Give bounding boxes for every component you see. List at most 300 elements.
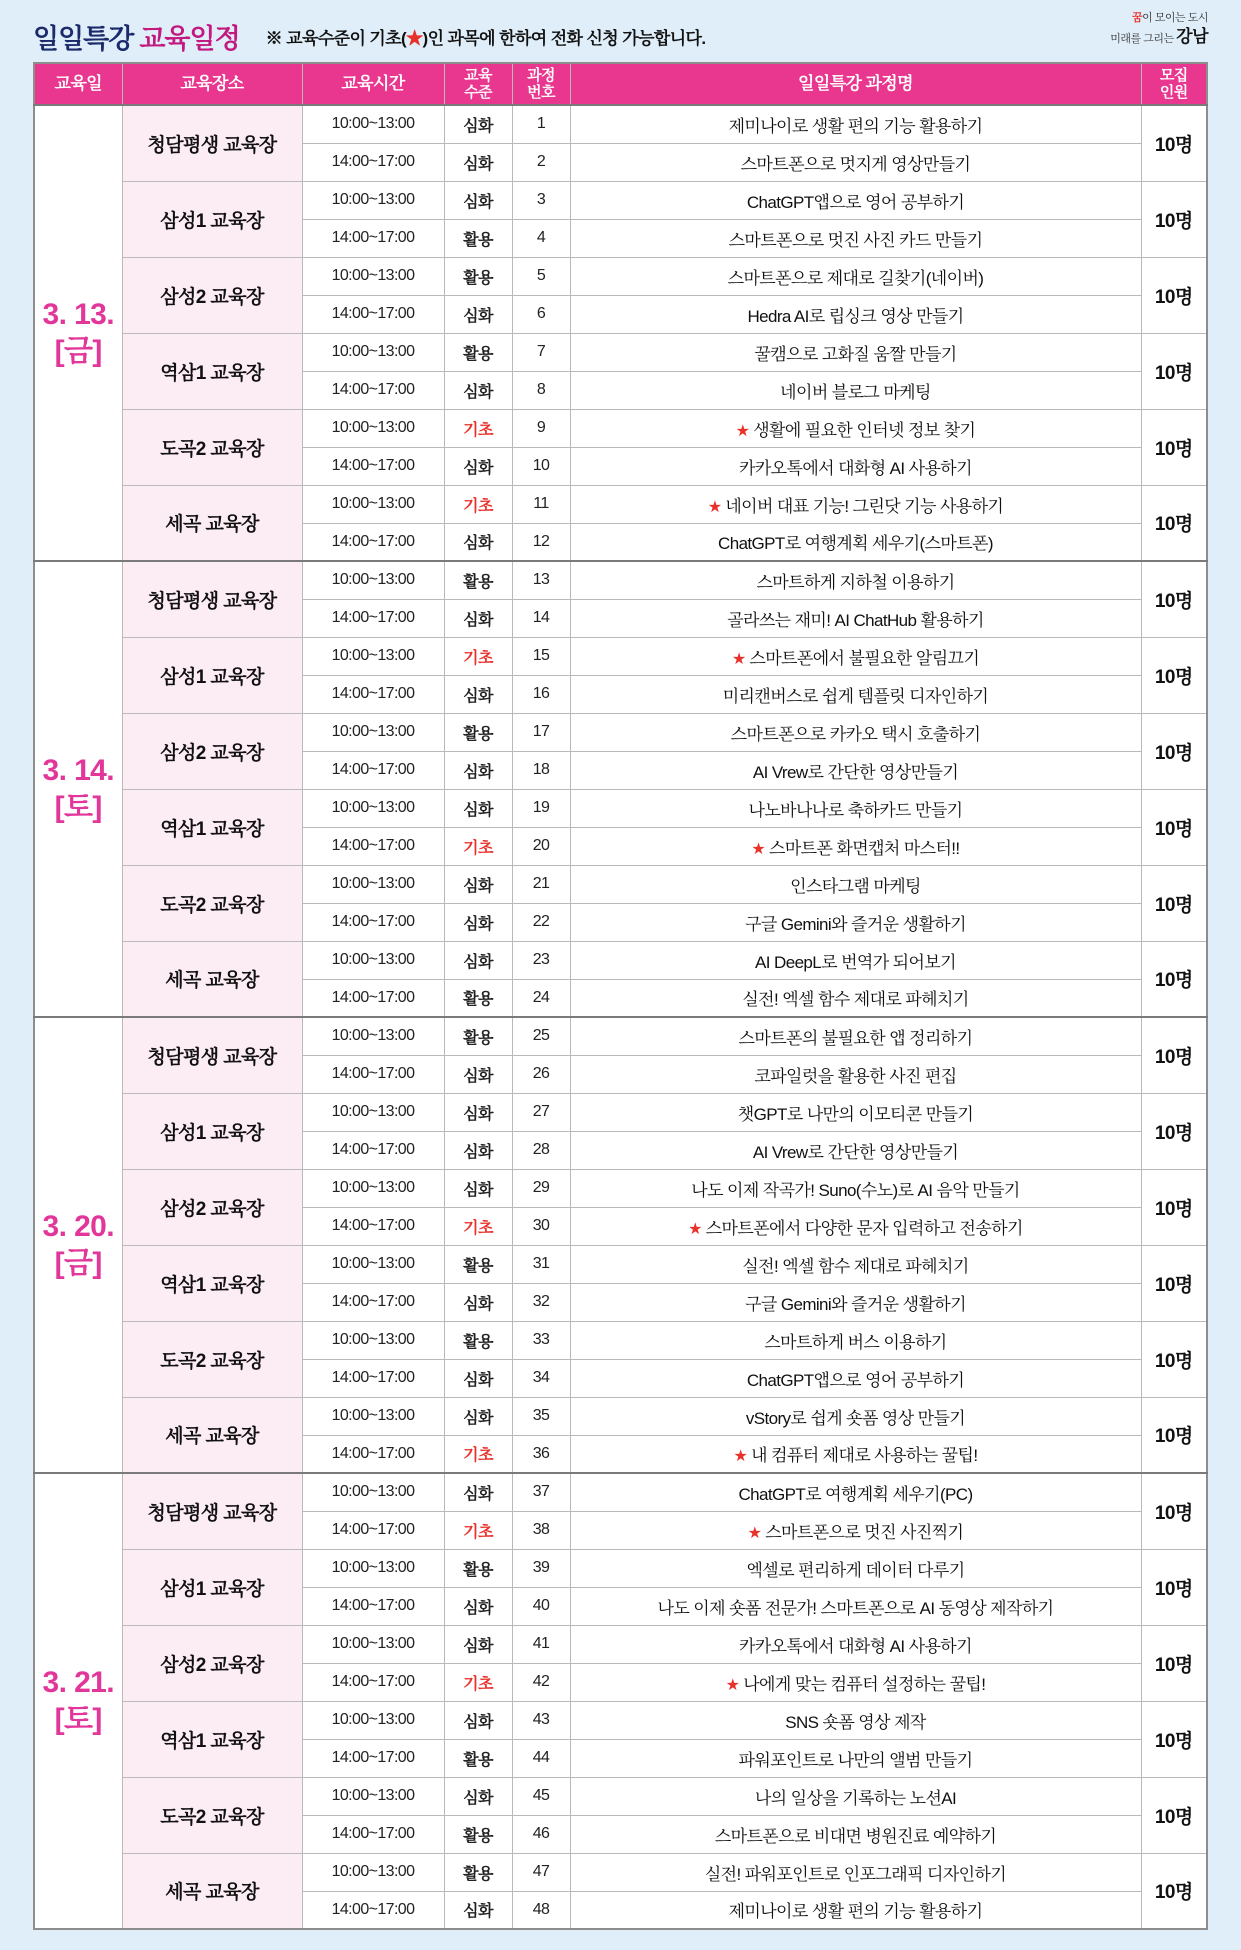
cell-course-name bbox=[570, 865, 1141, 903]
cell-place: 도곡2 교육장 bbox=[122, 1321, 302, 1397]
course-name-text: 챗GPT로 나만의 이모티콘 만들기 bbox=[737, 1104, 974, 1124]
cell-course-name bbox=[570, 1473, 1141, 1511]
cell-capacity: 10명 bbox=[1141, 1473, 1207, 1549]
col-place: 교육장소 bbox=[122, 63, 302, 105]
cell-level: 기초 bbox=[444, 1207, 512, 1245]
cell-capacity: 10명 bbox=[1141, 1245, 1207, 1321]
cell-capacity: 10명 bbox=[1141, 1853, 1207, 1929]
course-name-text: 스마트폰으로 제대로 길찾기(네이버) bbox=[727, 268, 984, 288]
cell-course-name bbox=[570, 675, 1141, 713]
note-suffix: )인 과목에 한하여 전화 신청 가능합니다. bbox=[422, 28, 706, 48]
course-name-text: 스마트폰의 불필요한 앱 정리하기 bbox=[738, 1028, 973, 1048]
cell-course-name bbox=[570, 561, 1141, 599]
table-row bbox=[34, 1853, 1207, 1891]
star-icon: ★ bbox=[725, 1676, 744, 1694]
course-name-text: 파워포인트로 나만의 앨범 만들기 bbox=[738, 1750, 973, 1770]
cell-place: 삼성1 교육장 bbox=[122, 181, 302, 257]
course-name-text: 카카오톡에서 대화형 AI 사용하기 bbox=[739, 458, 972, 478]
course-name-text: 실전! 엑셀 함수 제대로 파헤치기 bbox=[742, 990, 969, 1010]
cell-course-number: 14 bbox=[512, 599, 570, 637]
cell-place: 삼성1 교육장 bbox=[122, 1093, 302, 1169]
cell-level: 심화 bbox=[444, 903, 512, 941]
cell-time: 10:00~13:00 bbox=[302, 1017, 444, 1055]
cell-time: 10:00~13:00 bbox=[302, 561, 444, 599]
cell-level: 활용 bbox=[444, 1815, 512, 1853]
col-cap-line1: 모집 bbox=[1159, 66, 1188, 84]
cell-time: 10:00~13:00 bbox=[302, 105, 444, 143]
cell-course-name bbox=[570, 941, 1141, 979]
cell-course-number: 28 bbox=[512, 1131, 570, 1169]
cell-level: 심화 bbox=[444, 181, 512, 219]
cell-level: 심화 bbox=[444, 447, 512, 485]
course-name-text: 나에게 맞는 컴퓨터 설정하는 꿀팁! bbox=[743, 1674, 986, 1694]
cell-capacity: 10명 bbox=[1141, 409, 1207, 485]
cell-level: 기초 bbox=[444, 827, 512, 865]
cell-place: 삼성1 교육장 bbox=[122, 1549, 302, 1625]
brand-line-2 bbox=[1110, 26, 1208, 47]
col-level-line1: 교육 bbox=[464, 66, 492, 84]
cell-course-name bbox=[570, 1245, 1141, 1283]
cell-course-number: 43 bbox=[512, 1701, 570, 1739]
course-name-text: 네이버 블로그 마케팅 bbox=[780, 382, 931, 402]
course-name-text: 실전! 엑셀 함수 제대로 파헤치기 bbox=[742, 1256, 969, 1276]
cell-level: 활용 bbox=[444, 1853, 512, 1891]
course-name-text: 내 컴퓨터 제대로 사용하는 꿀팁! bbox=[751, 1446, 978, 1466]
cell-course-number: 32 bbox=[512, 1283, 570, 1321]
cell-course-number: 27 bbox=[512, 1093, 570, 1131]
cell-course-name bbox=[570, 1169, 1141, 1207]
cell-capacity: 10명 bbox=[1141, 1017, 1207, 1093]
cell-level: 활용 bbox=[444, 1017, 512, 1055]
course-name-text: 나노바나나로 축하카드 만들기 bbox=[748, 800, 963, 820]
cell-capacity: 10명 bbox=[1141, 1777, 1207, 1853]
cell-course-name bbox=[570, 333, 1141, 371]
cell-level: 심화 bbox=[444, 1131, 512, 1169]
course-name-text: 스마트하게 지하철 이용하기 bbox=[756, 572, 955, 592]
cell-time: 14:00~17:00 bbox=[302, 1815, 444, 1853]
cell-course-number: 3 bbox=[512, 181, 570, 219]
col-date: 교육일 bbox=[34, 63, 122, 105]
table-row bbox=[34, 1473, 1207, 1511]
cell-time: 14:00~17:00 bbox=[302, 1511, 444, 1549]
cell-time: 14:00~17:00 bbox=[302, 903, 444, 941]
cell-course-name bbox=[570, 143, 1141, 181]
cell-course-number: 29 bbox=[512, 1169, 570, 1207]
cell-course-number: 35 bbox=[512, 1397, 570, 1435]
cell-capacity: 10명 bbox=[1141, 1701, 1207, 1777]
course-name-text: 인스타그램 마케팅 bbox=[790, 876, 921, 896]
page-title bbox=[33, 17, 240, 56]
cell-place: 세곡 교육장 bbox=[122, 1853, 302, 1929]
table-header-row bbox=[34, 63, 1207, 105]
col-time: 교육시간 bbox=[302, 63, 444, 105]
cell-time: 10:00~13:00 bbox=[302, 333, 444, 371]
cell-level: 심화 bbox=[444, 789, 512, 827]
cell-level: 심화 bbox=[444, 1701, 512, 1739]
cell-level: 심화 bbox=[444, 1891, 512, 1929]
cell-place: 역삼1 교육장 bbox=[122, 789, 302, 865]
cell-date bbox=[34, 105, 122, 561]
course-name-text: ChatGPT로 여행계획 세우기(PC) bbox=[738, 1484, 973, 1504]
cell-course-name bbox=[570, 1511, 1141, 1549]
cell-time: 14:00~17:00 bbox=[302, 1207, 444, 1245]
table-row bbox=[34, 1777, 1207, 1815]
cell-time: 14:00~17:00 bbox=[302, 1435, 444, 1473]
cell-level: 활용 bbox=[444, 1739, 512, 1777]
cell-time: 14:00~17:00 bbox=[302, 1359, 444, 1397]
cell-course-name bbox=[570, 903, 1141, 941]
cell-course-number: 25 bbox=[512, 1017, 570, 1055]
cell-course-name bbox=[570, 1397, 1141, 1435]
cell-time: 14:00~17:00 bbox=[302, 1739, 444, 1777]
cell-level: 심화 bbox=[444, 941, 512, 979]
cell-course-name bbox=[570, 1321, 1141, 1359]
course-name-text: 나의 일상을 기록하는 노션AI bbox=[754, 1788, 957, 1808]
table-row bbox=[34, 181, 1207, 219]
cell-level: 심화 bbox=[444, 371, 512, 409]
cell-place: 삼성2 교육장 bbox=[122, 1169, 302, 1245]
cell-course-number: 20 bbox=[512, 827, 570, 865]
table-row bbox=[34, 1397, 1207, 1435]
cell-level: 심화 bbox=[444, 1397, 512, 1435]
star-icon: ★ bbox=[731, 650, 750, 668]
date-line-2: [토] bbox=[54, 1703, 102, 1736]
cell-capacity: 10명 bbox=[1141, 713, 1207, 789]
cell-course-name bbox=[570, 447, 1141, 485]
brand-line-2-rest: 미래를 그리는 bbox=[1110, 32, 1177, 45]
cell-course-name bbox=[570, 371, 1141, 409]
cell-capacity: 10명 bbox=[1141, 1093, 1207, 1169]
cell-time: 14:00~17:00 bbox=[302, 447, 444, 485]
cell-course-name bbox=[570, 1055, 1141, 1093]
cell-course-number: 37 bbox=[512, 1473, 570, 1511]
cell-course-name bbox=[570, 637, 1141, 675]
cell-level: 기초 bbox=[444, 409, 512, 447]
date-line-1: 3. 13. bbox=[42, 297, 114, 331]
cell-level: 심화 bbox=[444, 295, 512, 333]
cell-course-name bbox=[570, 1739, 1141, 1777]
course-name-text: 골라쓰는 재미! AI ChatHub 활용하기 bbox=[727, 610, 984, 630]
cell-level: 심화 bbox=[444, 675, 512, 713]
note-prefix: ※ 교육수준이 기초( bbox=[265, 28, 407, 48]
course-name-text: 제미나이로 생활 편의 기능 활용하기 bbox=[728, 116, 983, 136]
schedule-table bbox=[33, 62, 1208, 1930]
cell-course-number: 2 bbox=[512, 143, 570, 181]
cell-time: 14:00~17:00 bbox=[302, 751, 444, 789]
cell-place: 삼성2 교육장 bbox=[122, 1625, 302, 1701]
course-name-text: 스마트폰 화면캡처 마스터!! bbox=[769, 838, 960, 858]
cell-place: 역삼1 교육장 bbox=[122, 1701, 302, 1777]
cell-course-name bbox=[570, 485, 1141, 523]
cell-level: 기초 bbox=[444, 485, 512, 523]
table-row bbox=[34, 1625, 1207, 1663]
cell-course-name bbox=[570, 1017, 1141, 1055]
course-name-text: 나도 이제 숏폼 전문가! 스마트폰으로 AI 동영상 제작하기 bbox=[657, 1598, 1054, 1618]
course-name-text: 스마트폰으로 카카오 택시 호출하기 bbox=[730, 724, 981, 744]
cell-level: 심화 bbox=[444, 143, 512, 181]
cell-level: 활용 bbox=[444, 561, 512, 599]
cell-course-number: 41 bbox=[512, 1625, 570, 1663]
cell-course-name bbox=[570, 295, 1141, 333]
cell-place: 청담평생 교육장 bbox=[122, 1473, 302, 1549]
page-header bbox=[33, 10, 1208, 62]
cell-time: 10:00~13:00 bbox=[302, 1245, 444, 1283]
cell-level: 심화 bbox=[444, 1473, 512, 1511]
course-name-text: 실전! 파워포인트로 인포그래픽 디자인하기 bbox=[704, 1864, 1007, 1884]
cell-course-number: 24 bbox=[512, 979, 570, 1017]
cell-capacity: 10명 bbox=[1141, 257, 1207, 333]
cell-level: 심화 bbox=[444, 1777, 512, 1815]
date-line-1: 3. 21. bbox=[42, 1665, 114, 1699]
cell-time: 10:00~13:00 bbox=[302, 485, 444, 523]
cell-level: 심화 bbox=[444, 1587, 512, 1625]
cell-place: 세곡 교육장 bbox=[122, 941, 302, 1017]
cell-course-number: 45 bbox=[512, 1777, 570, 1815]
course-name-text: 스마트하게 버스 이용하기 bbox=[764, 1332, 947, 1352]
date-line-2: [토] bbox=[54, 791, 102, 824]
cell-course-name bbox=[570, 1359, 1141, 1397]
col-num-line1: 과정 bbox=[527, 66, 555, 84]
cell-course-number: 40 bbox=[512, 1587, 570, 1625]
cell-course-number: 34 bbox=[512, 1359, 570, 1397]
col-cap-line2: 인원 bbox=[1159, 84, 1188, 101]
cell-course-number: 16 bbox=[512, 675, 570, 713]
cell-time: 14:00~17:00 bbox=[302, 143, 444, 181]
cell-place: 역삼1 교육장 bbox=[122, 1245, 302, 1321]
cell-course-name bbox=[570, 713, 1141, 751]
cell-time: 14:00~17:00 bbox=[302, 1663, 444, 1701]
course-name-text: 생활에 필요한 인터넷 정보 찾기 bbox=[753, 420, 976, 440]
cell-time: 10:00~13:00 bbox=[302, 1321, 444, 1359]
table-body bbox=[34, 105, 1207, 1929]
cell-place: 청담평생 교육장 bbox=[122, 1017, 302, 1093]
cell-time: 10:00~13:00 bbox=[302, 713, 444, 751]
cell-course-name bbox=[570, 1587, 1141, 1625]
gangnam-logo bbox=[1110, 12, 1208, 47]
col-course-name: 일일특강 과정명 bbox=[570, 63, 1141, 105]
star-icon: ★ bbox=[735, 422, 754, 440]
date-line-2: [금] bbox=[54, 1247, 102, 1280]
star-icon: ★ bbox=[688, 1220, 706, 1238]
table-row bbox=[34, 561, 1207, 599]
col-num-line2: 번호 bbox=[527, 84, 555, 101]
cell-course-name bbox=[570, 219, 1141, 257]
cell-capacity: 10명 bbox=[1141, 105, 1207, 181]
cell-course-name bbox=[570, 1283, 1141, 1321]
star-icon: ★ bbox=[733, 1448, 752, 1466]
cell-time: 14:00~17:00 bbox=[302, 1283, 444, 1321]
page-title-part1: 일일특강 bbox=[33, 23, 134, 54]
cell-time: 10:00~13:00 bbox=[302, 1625, 444, 1663]
cell-course-number: 47 bbox=[512, 1853, 570, 1891]
cell-time: 10:00~13:00 bbox=[302, 257, 444, 295]
cell-place: 삼성1 교육장 bbox=[122, 637, 302, 713]
cell-time: 10:00~13:00 bbox=[302, 1549, 444, 1587]
cell-course-number: 6 bbox=[512, 295, 570, 333]
cell-capacity: 10명 bbox=[1141, 637, 1207, 713]
cell-time: 10:00~13:00 bbox=[302, 1169, 444, 1207]
cell-capacity: 10명 bbox=[1141, 941, 1207, 1017]
cell-course-number: 15 bbox=[512, 637, 570, 675]
cell-course-number: 18 bbox=[512, 751, 570, 789]
cell-course-number: 48 bbox=[512, 1891, 570, 1929]
cell-capacity: 10명 bbox=[1141, 1397, 1207, 1473]
cell-level: 기초 bbox=[444, 1663, 512, 1701]
brand-line-1 bbox=[1110, 12, 1208, 26]
cell-capacity: 10명 bbox=[1141, 1625, 1207, 1701]
course-name-text: 스마트폰으로 멋진 사진찍기 bbox=[765, 1522, 964, 1542]
cell-time: 10:00~13:00 bbox=[302, 865, 444, 903]
cell-level: 심화 bbox=[444, 1055, 512, 1093]
cell-level: 활용 bbox=[444, 1549, 512, 1587]
cell-place: 도곡2 교육장 bbox=[122, 1777, 302, 1853]
cell-course-name bbox=[570, 979, 1141, 1017]
cell-course-number: 5 bbox=[512, 257, 570, 295]
cell-time: 14:00~17:00 bbox=[302, 1587, 444, 1625]
course-name-text: 엑셀로 편리하게 데이터 다루기 bbox=[746, 1560, 965, 1580]
cell-capacity: 10명 bbox=[1141, 485, 1207, 561]
cell-level: 심화 bbox=[444, 751, 512, 789]
cell-place: 세곡 교육장 bbox=[122, 1397, 302, 1473]
course-name-text: 구글 Gemini와 즐거운 생활하기 bbox=[745, 914, 966, 934]
cell-course-name bbox=[570, 105, 1141, 143]
brand-gangnam: 강남 bbox=[1176, 26, 1208, 46]
table-row bbox=[34, 865, 1207, 903]
table-row bbox=[34, 1017, 1207, 1055]
course-name-text: AI Vrew로 간단한 영상만들기 bbox=[752, 1142, 959, 1162]
cell-time: 10:00~13:00 bbox=[302, 1777, 444, 1815]
course-name-text: 스마트폰으로 멋진 사진 카드 만들기 bbox=[728, 230, 983, 250]
star-icon: ★ bbox=[406, 28, 423, 48]
cell-course-number: 23 bbox=[512, 941, 570, 979]
cell-level: 활용 bbox=[444, 713, 512, 751]
course-name-text: 스마트폰으로 멋지게 영상만들기 bbox=[740, 154, 971, 174]
cell-level: 심화 bbox=[444, 1359, 512, 1397]
cell-course-number: 1 bbox=[512, 105, 570, 143]
course-name-text: 카카오톡에서 대화형 AI 사용하기 bbox=[739, 1636, 972, 1656]
cell-capacity: 10명 bbox=[1141, 1321, 1207, 1397]
table-row bbox=[34, 941, 1207, 979]
cell-course-number: 4 bbox=[512, 219, 570, 257]
col-course-number bbox=[512, 63, 570, 105]
course-name-text: 꿀캠으로 고화질 움짤 만들기 bbox=[754, 344, 957, 364]
cell-course-name bbox=[570, 1701, 1141, 1739]
cell-course-number: 38 bbox=[512, 1511, 570, 1549]
course-name-text: 스마트폰에서 불필요한 알림끄기 bbox=[749, 648, 980, 668]
table-row bbox=[34, 1169, 1207, 1207]
cell-place: 청담평생 교육장 bbox=[122, 561, 302, 637]
cell-level: 활용 bbox=[444, 333, 512, 371]
cell-level: 심화 bbox=[444, 1625, 512, 1663]
cell-course-number: 44 bbox=[512, 1739, 570, 1777]
cell-course-number: 9 bbox=[512, 409, 570, 447]
cell-date bbox=[34, 561, 122, 1017]
cell-level: 활용 bbox=[444, 219, 512, 257]
cell-course-name bbox=[570, 257, 1141, 295]
course-name-text: AI Vrew로 간단한 영상만들기 bbox=[752, 762, 959, 782]
table-row bbox=[34, 789, 1207, 827]
cell-course-number: 33 bbox=[512, 1321, 570, 1359]
cell-time: 10:00~13:00 bbox=[302, 1397, 444, 1435]
cell-time: 14:00~17:00 bbox=[302, 599, 444, 637]
cell-course-number: 26 bbox=[512, 1055, 570, 1093]
cell-course-number: 12 bbox=[512, 523, 570, 561]
course-name-text: Hedra AI로 립싱크 영상 만들기 bbox=[747, 306, 964, 326]
col-level-line2: 수준 bbox=[464, 84, 492, 101]
date-line-2: [금] bbox=[54, 335, 102, 368]
cell-course-number: 36 bbox=[512, 1435, 570, 1473]
cell-course-number: 42 bbox=[512, 1663, 570, 1701]
cell-course-number: 8 bbox=[512, 371, 570, 409]
table-row bbox=[34, 409, 1207, 447]
cell-course-number: 30 bbox=[512, 1207, 570, 1245]
cell-date bbox=[34, 1473, 122, 1929]
cell-time: 14:00~17:00 bbox=[302, 675, 444, 713]
cell-time: 10:00~13:00 bbox=[302, 789, 444, 827]
cell-level: 심화 bbox=[444, 1093, 512, 1131]
page-title-part2: 교육일정 bbox=[139, 23, 240, 54]
cell-place: 역삼1 교육장 bbox=[122, 333, 302, 409]
cell-capacity: 10명 bbox=[1141, 1549, 1207, 1625]
cell-capacity: 10명 bbox=[1141, 333, 1207, 409]
cell-course-name bbox=[570, 1777, 1141, 1815]
cell-course-name bbox=[570, 181, 1141, 219]
cell-level: 심화 bbox=[444, 599, 512, 637]
cell-time: 14:00~17:00 bbox=[302, 1131, 444, 1169]
course-name-text: 코파일럿을 활용한 사진 편집 bbox=[754, 1066, 957, 1086]
cell-level: 심화 bbox=[444, 1169, 512, 1207]
cell-course-name bbox=[570, 599, 1141, 637]
cell-time: 14:00~17:00 bbox=[302, 979, 444, 1017]
cell-level: 활용 bbox=[444, 257, 512, 295]
phone-application-note bbox=[266, 24, 706, 49]
cell-time: 10:00~13:00 bbox=[302, 637, 444, 675]
brand-dream-word: 꿈 bbox=[1131, 12, 1143, 24]
cell-course-name bbox=[570, 1853, 1141, 1891]
brand-line-1-rest: 이 모이는 도시 bbox=[1142, 12, 1208, 24]
table-row bbox=[34, 105, 1207, 143]
cell-level: 기초 bbox=[444, 637, 512, 675]
cell-time: 14:00~17:00 bbox=[302, 523, 444, 561]
cell-level: 심화 bbox=[444, 523, 512, 561]
course-name-text: ChatGPT앱으로 영어 공부하기 bbox=[746, 1370, 965, 1390]
course-name-text: 제미나이로 생활 편의 기능 활용하기 bbox=[728, 1902, 983, 1922]
cell-course-name bbox=[570, 1131, 1141, 1169]
course-name-text: 네이버 대표 기능! 그린닷 기능 사용하기 bbox=[725, 496, 1004, 516]
table-row bbox=[34, 1245, 1207, 1283]
table-row bbox=[34, 333, 1207, 371]
cell-level: 활용 bbox=[444, 1321, 512, 1359]
cell-capacity: 10명 bbox=[1141, 1169, 1207, 1245]
cell-course-name bbox=[570, 523, 1141, 561]
cell-level: 기초 bbox=[444, 1435, 512, 1473]
cell-course-name bbox=[570, 1093, 1141, 1131]
cell-course-number: 19 bbox=[512, 789, 570, 827]
cell-place: 삼성2 교육장 bbox=[122, 713, 302, 789]
cell-time: 10:00~13:00 bbox=[302, 409, 444, 447]
course-name-text: ChatGPT앱으로 영어 공부하기 bbox=[746, 192, 965, 212]
course-name-text: 나도 이제 작곡가! Suno(수노)로 AI 음악 만들기 bbox=[691, 1180, 1020, 1200]
table-row bbox=[34, 257, 1207, 295]
cell-course-number: 17 bbox=[512, 713, 570, 751]
table-row bbox=[34, 713, 1207, 751]
course-name-text: 스마트폰에서 다양한 문자 입력하고 전송하기 bbox=[705, 1218, 1023, 1238]
cell-course-number: 11 bbox=[512, 485, 570, 523]
table-row bbox=[34, 1321, 1207, 1359]
cell-time: 10:00~13:00 bbox=[302, 1093, 444, 1131]
cell-course-name bbox=[570, 1625, 1141, 1663]
cell-date bbox=[34, 1017, 122, 1473]
